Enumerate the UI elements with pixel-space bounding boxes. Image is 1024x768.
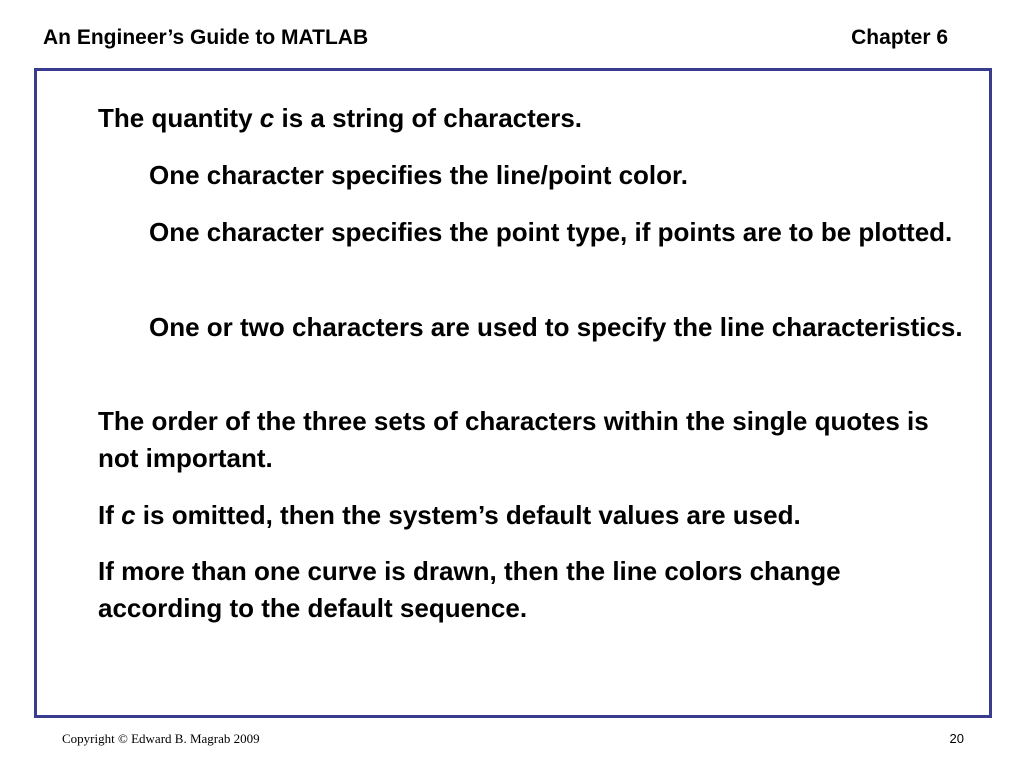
content-frame [34,68,992,718]
paragraph-more-curves: If more than one curve is drawn, then the line colors change according to the default sequence. [98,556,841,623]
text-run: If [98,500,122,530]
paragraph-line-characteristics: One or two characters are used to specify the line characteristics. [149,312,963,342]
paragraph-quantity-c [98,100,968,137]
paragraph-omitted [98,497,968,534]
variable-c: c [259,103,275,133]
slide-body [37,71,989,715]
slide-header-title: An Engineer’s Guide to MATLAB [43,26,369,49]
text-run: The quantity [98,103,260,133]
slide-header-chapter: Chapter 6 [851,26,948,49]
text-run: is a string of characters. [274,103,583,133]
variable-c: c [121,500,136,530]
paragraph-point-type: One character specifies the point type, if points are to be plotted. [149,217,953,247]
paragraph-color: One character specifies the line/point color. [149,160,688,190]
paragraph-order: The order of the three sets of characters within the single quotes is not important. [98,406,929,473]
text-run: is omitted, then the system’s default values are used. [135,500,801,530]
footer-copyright: Copyright © Edward B. Magrab 2009 [62,731,260,746]
footer-page-number: 20 [949,731,964,746]
